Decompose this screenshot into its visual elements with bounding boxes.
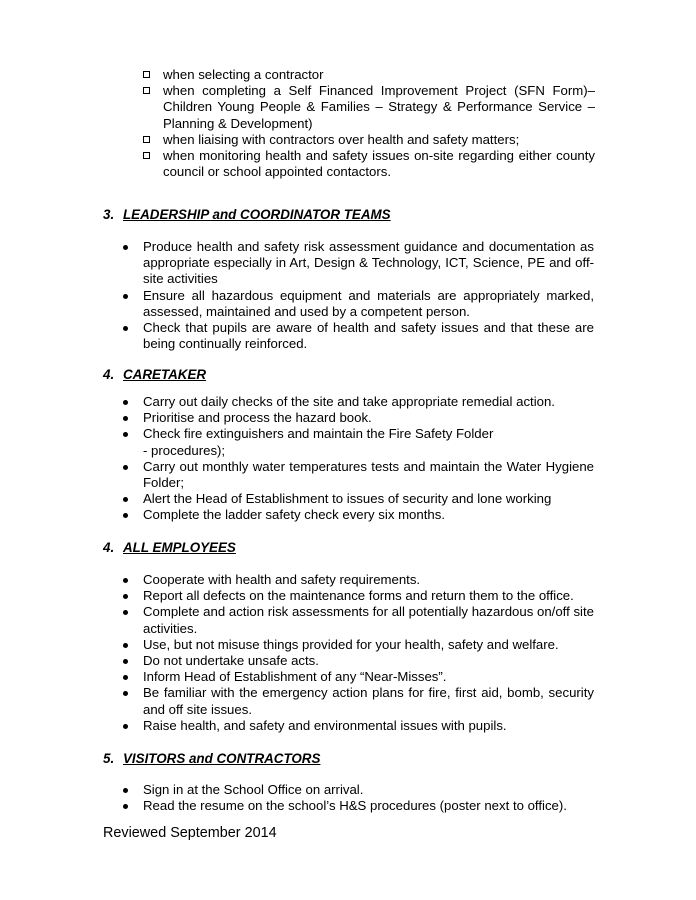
bullet-icon — [123, 400, 128, 405]
list-item-continuation: - procedures); — [143, 442, 226, 458]
bullet-icon — [123, 245, 128, 250]
list-item: Carry out monthly water temperatures tests and maintain the Water Hygiene Folder; — [121, 459, 594, 491]
list-item: Prioritise and process the hazard book. — [121, 410, 594, 426]
section-heading-visitors — [103, 751, 320, 767]
list-item: when completing a Self Financed Improvement Project (SFN Form)– Children Young People & Families – Strategy & Performance Service – Planning & Development) — [141, 83, 595, 132]
bullet-icon — [123, 675, 128, 680]
list-item: Inform Head of Establishment of any “Near-Misses”. — [121, 669, 594, 685]
footer-reviewed-date: Reviewed September 2014 — [103, 825, 277, 841]
bullet-icon — [123, 659, 128, 664]
list-item: Sign in at the School Office on arrival. — [121, 782, 594, 798]
all-employees-list — [121, 572, 594, 734]
list-item: Alert the Head of Establishment to issues of security and lone working — [121, 491, 594, 507]
list-item: Report all defects on the maintenance forms and return them to the office. — [121, 588, 594, 604]
bullet-icon — [123, 513, 128, 518]
section-heading-all-employees — [103, 540, 236, 556]
visitors-list — [121, 782, 594, 814]
list-item: Carry out daily checks of the site and take appropriate remedial action. — [121, 394, 594, 410]
bullet-icon — [123, 804, 128, 809]
section-title: VISITORS and CONTRACTORS — [123, 751, 321, 766]
bullet-icon — [123, 416, 128, 421]
bullet-icon — [123, 432, 128, 437]
bullet-icon — [123, 691, 128, 696]
bullet-icon — [123, 610, 128, 615]
list-item: Ensure all hazardous equipment and materials are appropriately marked, assessed, maintained and used by a competent person. — [121, 288, 594, 320]
bullet-icon — [123, 643, 128, 648]
checkbox-bullet-icon — [143, 71, 150, 78]
list-item: when monitoring health and safety issues on-site regarding either county council or school appointed contactors. — [141, 148, 595, 180]
list-item: when liaising with contractors over health and safety matters; — [141, 132, 595, 148]
checkbox-bullet-icon — [143, 136, 150, 143]
leadership-list — [121, 239, 594, 352]
list-item: Complete the ladder safety check every six months. — [121, 507, 594, 523]
bullet-icon — [123, 294, 128, 299]
section-number: 5. — [103, 751, 115, 766]
bullet-icon — [123, 465, 128, 470]
list-item: Read the resume on the school’s H&S procedures (poster next to office). — [121, 798, 594, 814]
list-item: Complete and action risk assessments for all potentially hazardous on/off site activities. — [121, 604, 594, 636]
section-title: LEADERSHIP and COORDINATOR TEAMS — [123, 207, 391, 222]
section-number: 3. — [103, 207, 115, 222]
bullet-icon — [123, 578, 128, 583]
list-item: Check that pupils are aware of health and safety issues and that these are being continually reinforced. — [121, 320, 594, 352]
bullet-icon — [123, 594, 128, 599]
section-title: CARETAKER — [123, 367, 207, 382]
list-item: Check fire extinguishers and maintain the Fire Safety Folder — [121, 426, 594, 442]
list-item: Use, but not misuse things provided for your health, safety and welfare. — [121, 637, 594, 653]
bullet-icon — [123, 724, 128, 729]
list-item: when selecting a contractor — [141, 67, 595, 83]
list-item: Raise health, and safety and environmental issues with pupils. — [121, 718, 594, 734]
checkbox-bullet-icon — [143, 152, 150, 159]
section-heading-caretaker — [103, 367, 206, 383]
bullet-icon — [123, 497, 128, 502]
list-item: Do not undertake unsafe acts. — [121, 653, 594, 669]
caretaker-list — [121, 394, 594, 524]
section-title: ALL EMPLOYEES — [123, 540, 236, 555]
list-item: Cooperate with health and safety requirements. — [121, 572, 594, 588]
checkbox-bullet-icon — [143, 87, 150, 94]
intro-checklist — [141, 67, 595, 180]
list-item: Be familiar with the emergency action plans for fire, first aid, bomb, security and off site issues. — [121, 685, 594, 717]
section-number: 4. — [103, 367, 115, 382]
section-heading-leadership — [103, 207, 391, 223]
bullet-icon — [123, 788, 128, 793]
list-item: Produce health and safety risk assessment guidance and documentation as appropriate especially in Art, Design & Technology, ICT, Science, PE and off-site activities — [121, 239, 594, 288]
section-number: 4. — [103, 540, 115, 555]
bullet-icon — [123, 326, 128, 331]
